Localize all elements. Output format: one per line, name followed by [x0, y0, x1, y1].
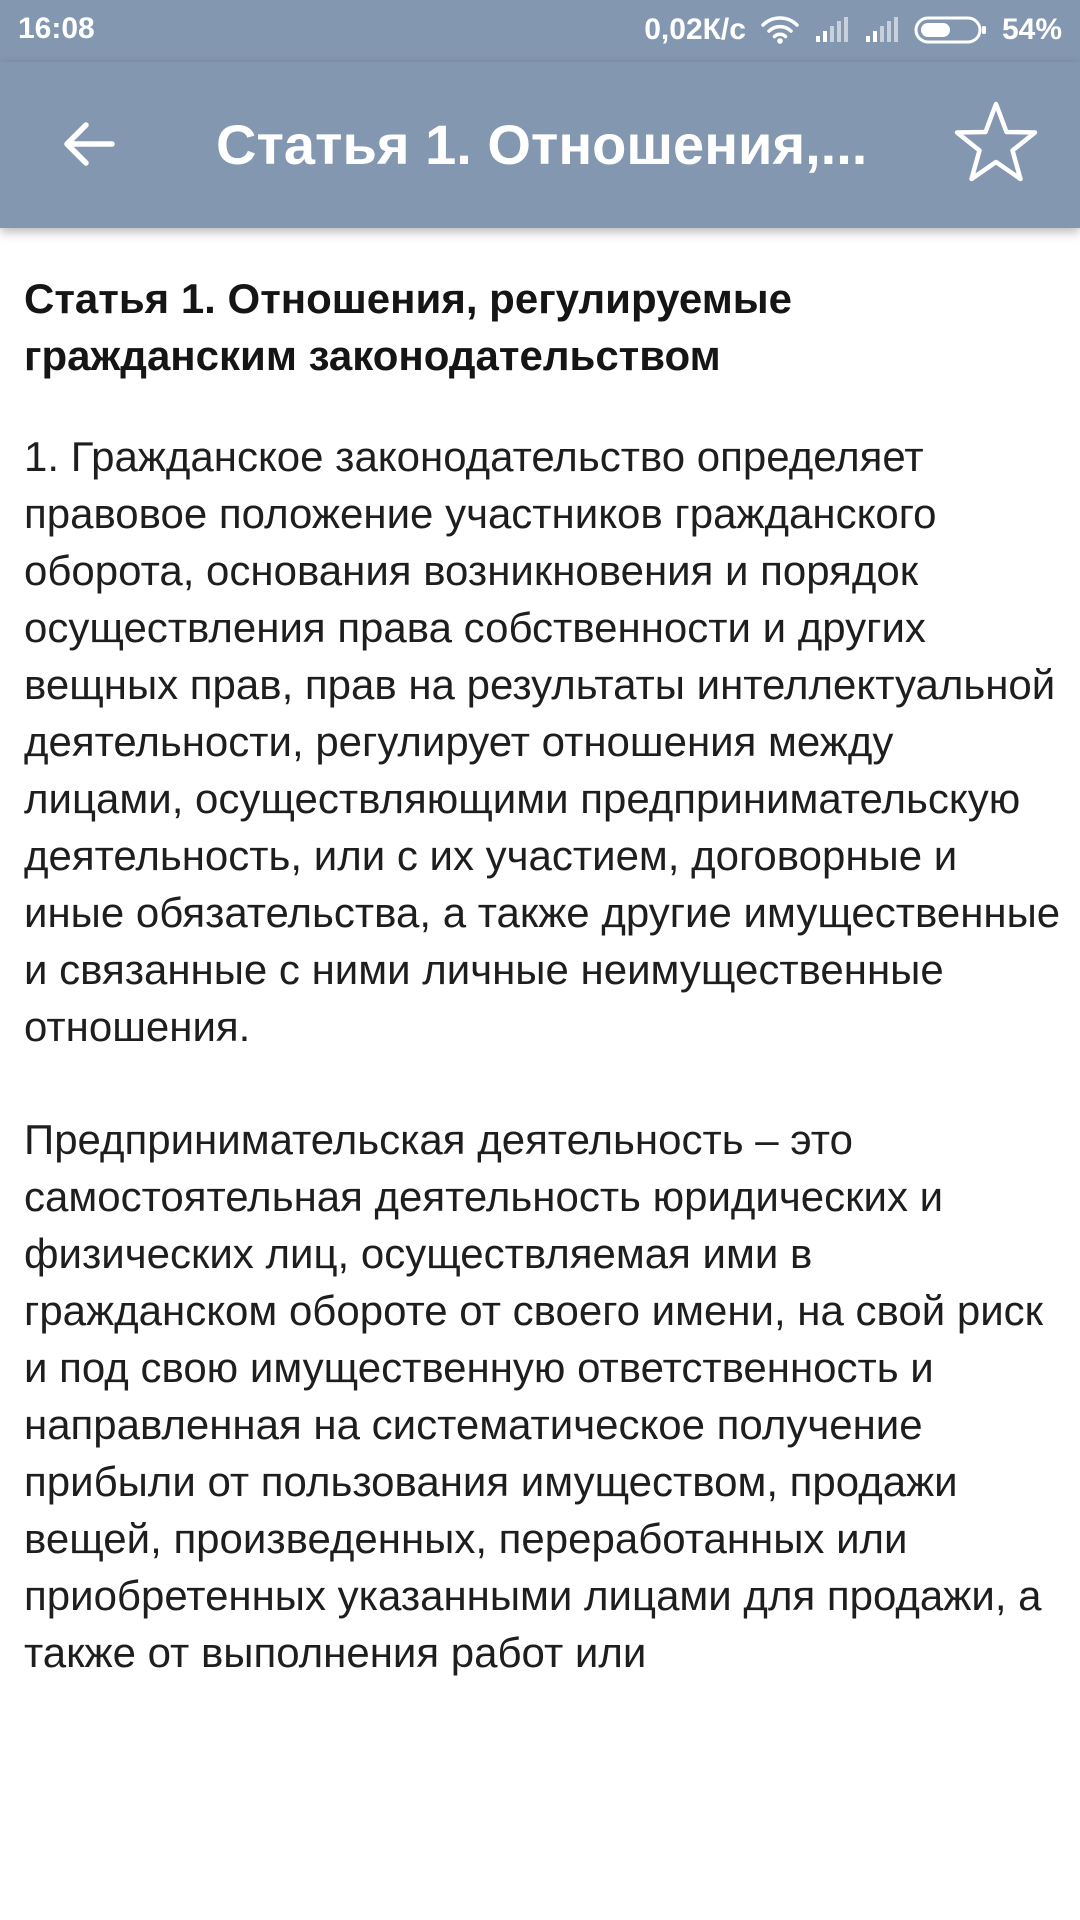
signal-icon	[814, 16, 850, 44]
signal-icon	[864, 16, 900, 44]
back-button[interactable]	[48, 106, 128, 186]
arrow-left-icon	[60, 120, 116, 173]
article-heading: Статья 1. Отношения, регулируемые гражданским законодательством	[24, 275, 792, 379]
article-body	[24, 270, 1064, 1737]
article-paragraph: Предпринимательская деятельность – это самостоятельная деятельность юридических и физических лиц, осуществляемая ими в гражданском обороте от своего имени, на свой риск и под свою имущественную ответственность и направленная на систематическое получение прибыли от пользования имуществом, продажи вещей, произведенных, переработанных или приобретенных указанными лицами для продажи, а также от выполнения работ или	[24, 1116, 1044, 1676]
battery-percent: 54%	[1001, 13, 1062, 46]
article-paragraph: 1. Гражданское законодательство определяет правовое положение участников гражданского оборота, основания возникновения и порядок осуществления права собственности и других вещных прав, прав на результаты интеллектуальной деятельности, регулирует отношения между лицами, осуществляющими предпринимательскую деятельность, или с их участием, договорные и иные обязательства, а также другие имущественные и связанные с ними личные неимущественные отношения.	[24, 433, 1061, 1050]
star-outline-icon	[953, 100, 1039, 189]
battery-icon	[914, 15, 988, 45]
status-icons	[644, 10, 1062, 50]
app-bar	[0, 62, 1080, 228]
status-time: 16:08	[18, 12, 95, 45]
wifi-icon	[760, 15, 800, 45]
network-speed: 0,02К/с	[644, 13, 746, 46]
favorite-button[interactable]	[950, 98, 1042, 190]
status-bar	[0, 0, 1080, 62]
page-title: Статья 1. Отношения,...	[216, 113, 868, 176]
